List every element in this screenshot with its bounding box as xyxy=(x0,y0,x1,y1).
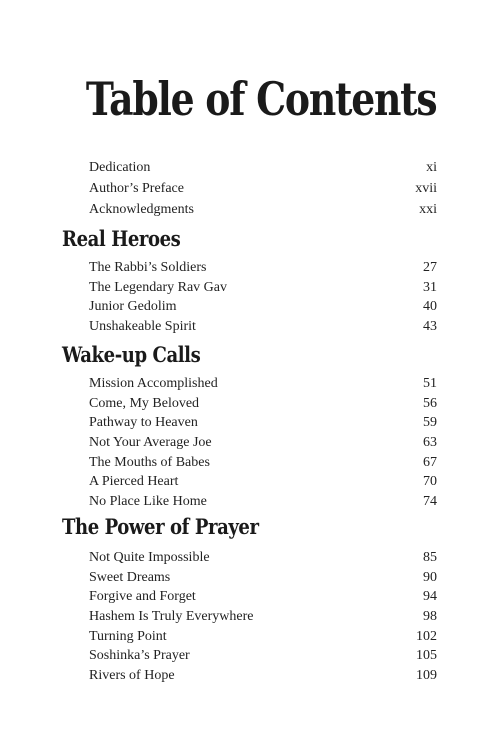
entry-page-number: 98 xyxy=(423,609,437,625)
entry-page-number: 90 xyxy=(423,569,437,585)
entry-page-number: 70 xyxy=(423,474,437,490)
entry-title: The Legendary Rav Gav xyxy=(89,279,227,295)
toc-entry[interactable] xyxy=(89,627,437,647)
entry-page-number: xi xyxy=(426,160,437,175)
entry-title: Not Your Average Joe xyxy=(89,435,212,451)
section-heading: Real Heroes xyxy=(62,226,181,251)
toc-entry[interactable] xyxy=(89,568,437,588)
front-matter xyxy=(89,157,437,220)
entry-title: Pathway to Heaven xyxy=(89,415,198,431)
entry-page-number: 74 xyxy=(423,494,437,510)
entry-title: No Place Like Home xyxy=(89,494,207,510)
entry-title: Not Quite Impossible xyxy=(89,550,210,565)
toc-entry[interactable] xyxy=(89,646,437,666)
toc-entry[interactable] xyxy=(89,278,437,298)
toc-entry[interactable] xyxy=(89,258,437,278)
entry-page-number: 31 xyxy=(423,279,437,295)
entry-page-number: 56 xyxy=(423,395,437,411)
toc-section-wake-up-calls xyxy=(62,340,437,512)
entry-page-number: 51 xyxy=(423,376,437,391)
section-heading: The Power of Prayer xyxy=(62,514,259,539)
entry-page-number: xvii xyxy=(415,181,437,196)
entry-title: Rivers of Hope xyxy=(89,668,175,684)
entry-title: The Mouths of Babes xyxy=(89,454,210,470)
entry-page-number: 102 xyxy=(416,628,437,644)
page-title: Table of Contents xyxy=(85,72,436,126)
entry-page-number: 85 xyxy=(423,550,437,565)
section-entry-list xyxy=(62,374,437,512)
entry-page-number: xxi xyxy=(419,202,437,217)
toc-section-power-of-prayer xyxy=(62,512,437,686)
toc-entry[interactable] xyxy=(89,492,437,512)
entry-page-number: 40 xyxy=(423,299,437,315)
toc-entry[interactable] xyxy=(89,374,437,394)
entry-title: Hashem Is Truly Everywhere xyxy=(89,609,254,625)
section-entry-list xyxy=(62,548,437,686)
entry-title: Forgive and Forget xyxy=(89,589,196,605)
entry-page-number: 43 xyxy=(423,319,437,335)
entry-title: Junior Gedolim xyxy=(89,299,177,315)
toc-entry[interactable] xyxy=(89,472,437,492)
entry-title: Turning Point xyxy=(89,628,167,644)
toc-entry[interactable] xyxy=(89,157,437,178)
entry-page-number: 27 xyxy=(423,260,437,275)
toc-entry[interactable] xyxy=(89,548,437,568)
entry-title: The Rabbi’s Soldiers xyxy=(89,260,207,275)
entry-page-number: 67 xyxy=(423,454,437,470)
entry-title: Acknowledgments xyxy=(89,202,194,217)
section-heading: Wake-up Calls xyxy=(62,342,201,367)
toc-entry[interactable] xyxy=(89,394,437,414)
toc-section-real-heroes xyxy=(62,224,437,337)
toc-entry[interactable] xyxy=(89,433,437,453)
entry-title: Dedication xyxy=(89,160,151,175)
toc-entry[interactable] xyxy=(89,666,437,686)
entry-title: Unshakeable Spirit xyxy=(89,319,196,335)
entry-title: Mission Accomplished xyxy=(89,376,218,391)
front-matter-list xyxy=(89,157,437,220)
entry-title: Come, My Beloved xyxy=(89,395,200,411)
entry-page-number: 109 xyxy=(416,668,437,684)
entry-page-number: 63 xyxy=(423,435,437,451)
toc-entry[interactable] xyxy=(89,607,437,627)
toc-entry[interactable] xyxy=(89,587,437,607)
section-entry-list xyxy=(62,258,437,337)
entry-title: Author’s Preface xyxy=(89,181,184,196)
toc-entry[interactable] xyxy=(89,317,437,337)
toc-entry[interactable] xyxy=(89,453,437,473)
toc-entry[interactable] xyxy=(89,413,437,433)
entry-page-number: 59 xyxy=(423,415,437,431)
entry-title: Sweet Dreams xyxy=(89,569,171,585)
toc-entry[interactable] xyxy=(89,178,437,199)
entry-page-number: 105 xyxy=(416,648,437,664)
toc-entry[interactable] xyxy=(89,297,437,317)
entry-title: A Pierced Heart xyxy=(89,474,179,490)
toc-entry[interactable] xyxy=(89,199,437,220)
entry-page-number: 94 xyxy=(423,589,437,605)
entry-title: Soshinka’s Prayer xyxy=(89,648,190,664)
